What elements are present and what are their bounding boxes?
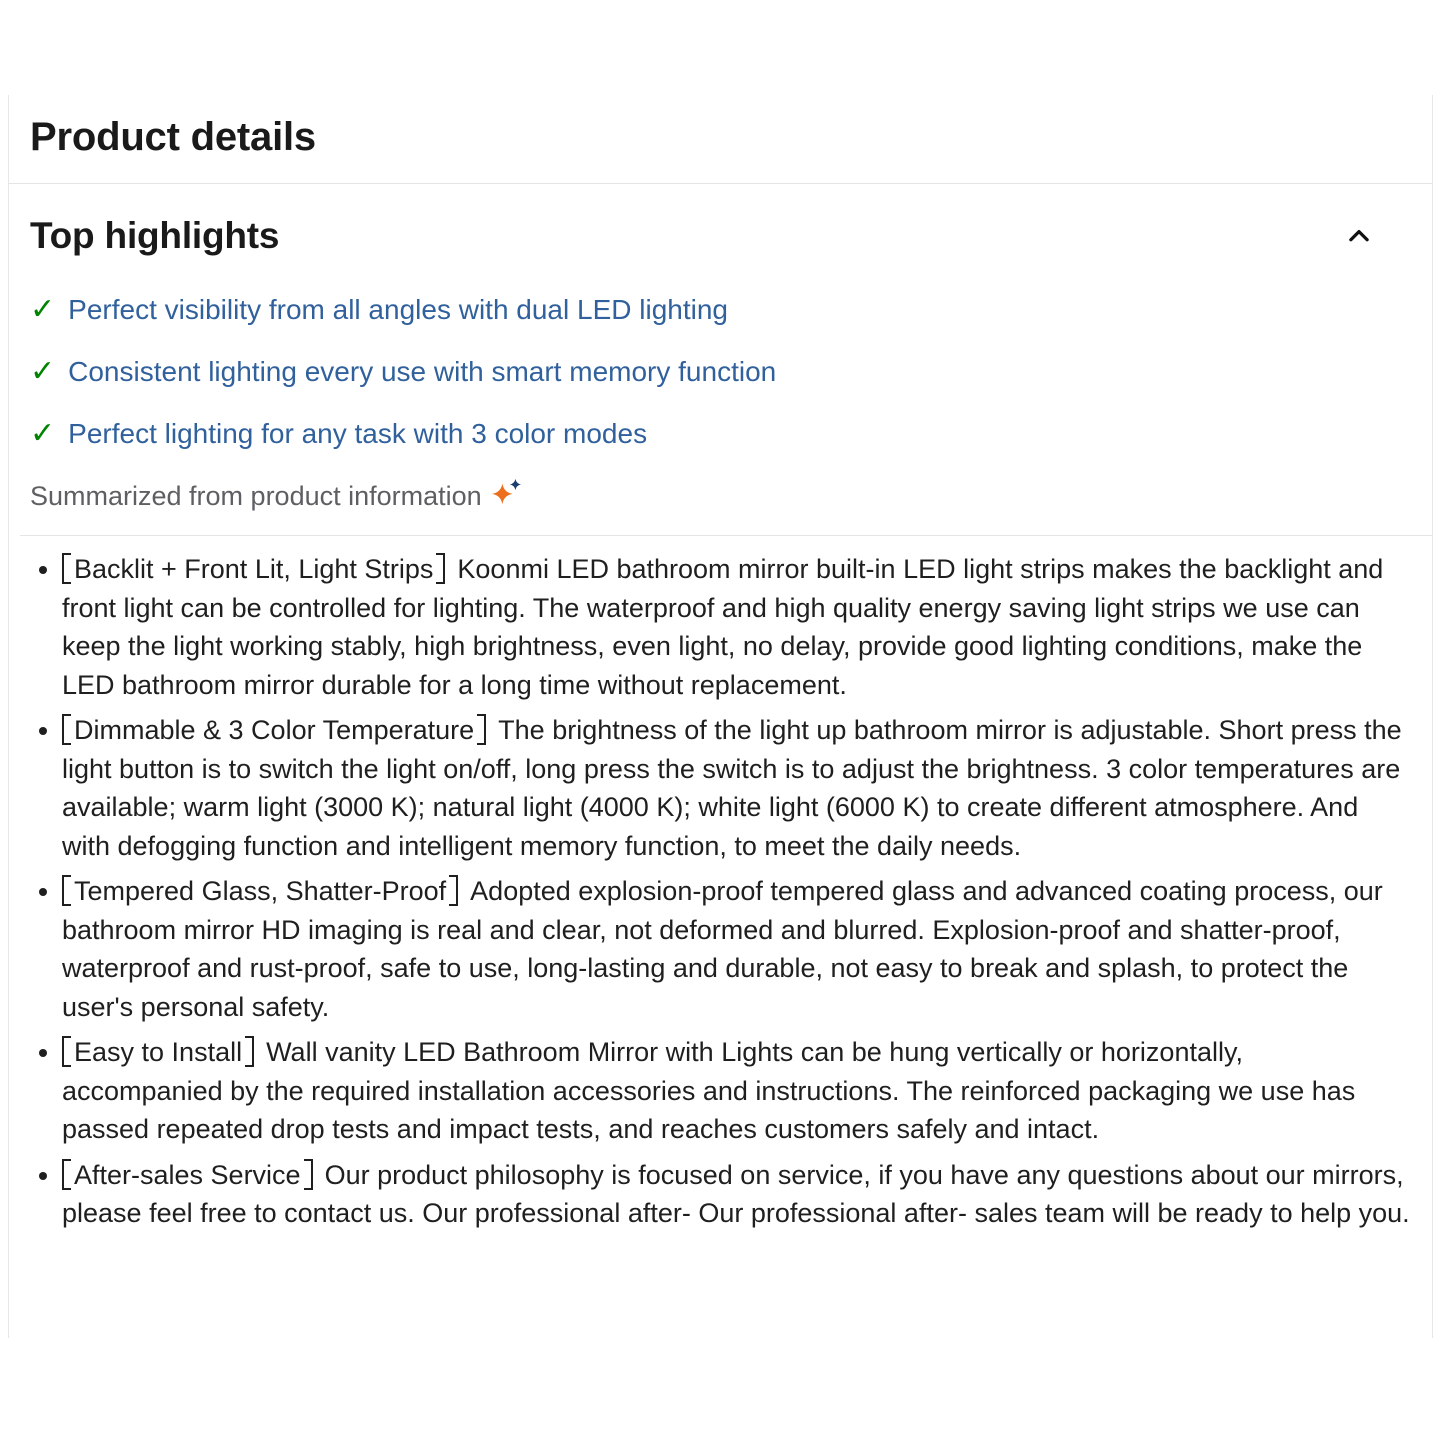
bracket-close — [245, 1036, 254, 1067]
bullet-item — [30, 1033, 1410, 1149]
product-bullet-list — [30, 550, 1410, 1233]
highlight-list — [30, 292, 1410, 452]
bullet-title: After-sales Service — [74, 1159, 301, 1190]
checkmark-icon: ✓ — [30, 355, 56, 388]
highlight-item — [30, 292, 1410, 328]
highlights-divider — [20, 535, 1432, 536]
bullet-item — [30, 550, 1410, 704]
bracket-open — [62, 875, 71, 906]
highlight-item-label: Perfect lighting for any task with 3 color modes — [68, 418, 648, 449]
page-title: Product details — [30, 115, 316, 159]
bullet-body: Koonmi LED bathroom mirror built-in LED light strips makes the backlight and front light can be controlled for lighting. The waterproof and high quality energy saving light strips we use can keep the light working stably, high brightness, even light, no delay, provide good lighting conditions, make the LED bathroom mirror durable for a long time without replacement. — [62, 554, 1384, 700]
bracket-close — [449, 875, 458, 906]
highlight-item-label: Consistent lighting every use with smart memory function — [68, 356, 777, 387]
bracket-open — [62, 714, 71, 745]
bullet-body: Our product philosophy is focused on service, if you have any questions about our mirrors, please feel free to contact us. Our professional after- Our professional after- sales team will be ready to help you. — [62, 1159, 1410, 1228]
top-highlights-title: Top highlights — [30, 215, 280, 256]
bullet-title: Easy to Install — [74, 1037, 243, 1067]
bracket-close — [304, 1159, 313, 1190]
section-divider — [9, 183, 1432, 184]
bullet-title: Backlit + Front Lit, Light Strips — [74, 554, 434, 584]
bullet-title: Dimmable & 3 Color Temperature — [74, 715, 475, 745]
highlight-item — [30, 416, 1410, 452]
summary-note-label: Summarized from product information — [30, 480, 482, 511]
bracket-open — [62, 1036, 71, 1067]
bullet-body: Adopted explosion-proof tempered glass and advanced coating process, our bathroom mirror HD imaging is real and clear, not deformed and blurred. Explosion-proof and shatter-proof, waterproof and rust-proof, safe to use, long-lasting and durable, not easy to break and splash, to protect the user's personal safety. — [62, 876, 1383, 1022]
bracket-close — [436, 553, 445, 584]
collapse-section-button[interactable] — [1340, 217, 1378, 255]
bracket-close — [477, 714, 486, 745]
ai-sparkle-icon — [492, 478, 522, 513]
bracket-open — [62, 553, 71, 584]
highlight-item — [30, 354, 1410, 390]
checkmark-icon: ✓ — [30, 293, 56, 326]
bullet-item — [30, 872, 1410, 1026]
top-highlights-header — [30, 214, 1410, 258]
checkmark-icon: ✓ — [30, 417, 56, 450]
bullet-item — [30, 711, 1410, 865]
highlight-item-label: Perfect visibility from all angles with dual LED lighting — [68, 294, 728, 325]
product-details-card — [8, 95, 1433, 1338]
bracket-open — [62, 1159, 71, 1190]
bullet-title: Tempered Glass, Shatter-Proof — [74, 876, 447, 906]
bullet-body: The brightness of the light up bathroom mirror is adjustable. Short press the light button is to switch the light on/off, long press the switch is to adjust the brightness. 3 color temperatures are available; warm light (3000 K); natural light (4000 K); white light (6000 K) to create different atmosphere. And with defogging function and intelligent memory function, to meet the daily needs. — [62, 715, 1402, 861]
summary-note — [30, 478, 1410, 513]
chevron-up-icon — [1344, 239, 1374, 254]
bullet-item — [30, 1156, 1410, 1233]
bullet-body: Wall vanity LED Bathroom Mirror with Lights can be hung vertically or horizontally, accompanied by the required installation accessories and instructions. The reinforced packaging we use has passed repeated drop tests and impact tests, and reaches customers safely and intact. — [62, 1037, 1356, 1144]
